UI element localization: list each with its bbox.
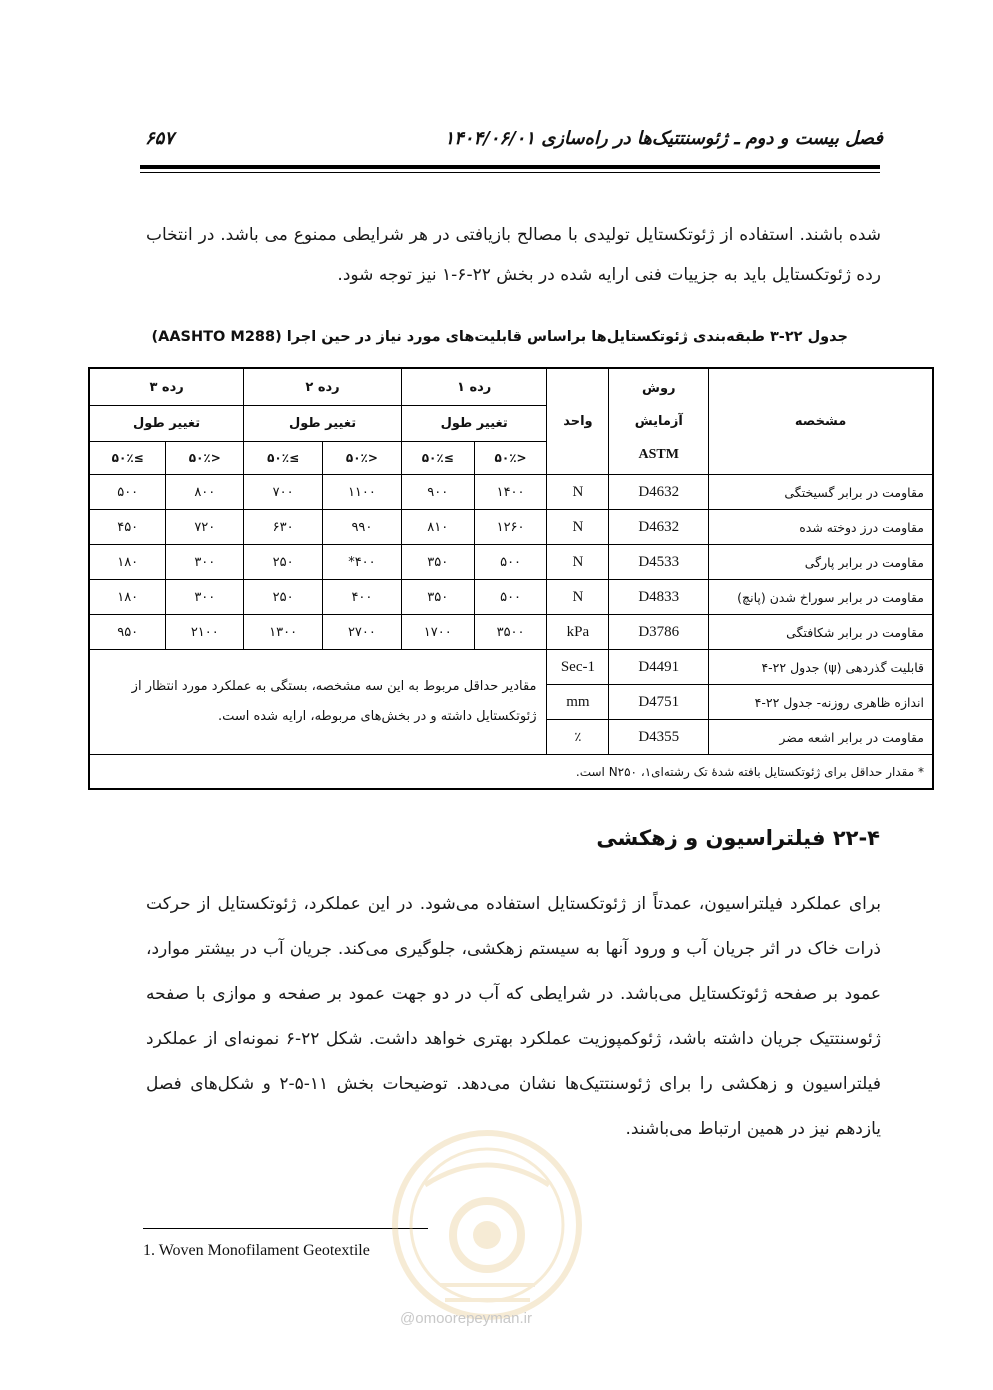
row-c1-ge: ۳۵۰ — [401, 580, 474, 615]
row-property: مقاومت در برابر گسیختگی — [709, 475, 933, 510]
row-method: D4355 — [609, 720, 709, 755]
table-row — [89, 545, 933, 580]
row-unit: N — [547, 580, 609, 615]
row-c2-ge: ۲۵۰ — [244, 545, 323, 580]
row-method: D4632 — [609, 510, 709, 545]
row-c3-ge: ۵۰۰ — [89, 475, 166, 510]
row-property: مقاومت در برابر اشعه مضر — [709, 720, 933, 755]
row-property: مقاومت درز دوخته شده — [709, 510, 933, 545]
footnote-text: 1. Woven Monofilament Geotextile — [143, 1242, 370, 1259]
watermark-text: @omoorepeyman.ir — [400, 1310, 532, 1327]
header-class1: رده ۱ — [401, 368, 547, 406]
header-class3: رده ۳ — [89, 368, 244, 406]
header-lt50: <۵۰٪ — [323, 442, 402, 475]
header-rule-thick — [140, 165, 880, 169]
row-unit: kPa — [547, 615, 609, 650]
row-c2-lt: ۴۰۰* — [323, 545, 402, 580]
row-property: مقاومت در برابر پارگی — [709, 545, 933, 580]
header-method-line3: ASTM — [638, 447, 679, 462]
row-c2-lt: ۴۰۰ — [323, 580, 402, 615]
header-elongation: تغییر طول — [244, 406, 402, 442]
row-method: D4751 — [609, 685, 709, 720]
row-c3-lt: ۲۱۰۰ — [166, 615, 244, 650]
row-c1-lt: ۵۰۰ — [474, 580, 547, 615]
row-c3-lt: ۸۰۰ — [166, 475, 244, 510]
row-c1-lt: ۱۲۶۰ — [474, 510, 547, 545]
table-footnote: * مقدار حداقل برای ژئوتکستایل بافته شدهٔ تک رشته‌ای۱، N۲۵۰ است. — [89, 755, 933, 790]
header-rule-thin — [140, 172, 880, 173]
running-header-title: فصل بیست و دوم ـ ژئوسنتتیک‌ها در راه‌سازی ۱۴۰۴/۰۶/۰۱ — [444, 128, 883, 149]
table-caption: جدول ۲۲-۳ طبقه‌بندی ژئوتکستایل‌ها براساس قابلیت‌های مورد نیاز در حین اجرا (AASHTO M288) — [151, 329, 848, 345]
row-c1-lt: ۱۴۰۰ — [474, 475, 547, 510]
header-method-line2: آزمایش — [634, 414, 683, 429]
row-c1-ge: ۱۷۰۰ — [401, 615, 474, 650]
row-c3-ge: ۱۸۰ — [89, 545, 166, 580]
row-unit: Sec-1 — [547, 650, 609, 685]
row-c1-lt: ۵۰۰ — [474, 545, 547, 580]
row-c1-ge: ۸۱۰ — [401, 510, 474, 545]
section-heading: ۲۲-۴ فیلتراسیون و زهکشی — [596, 826, 880, 850]
row-c3-lt: ۳۰۰ — [166, 545, 244, 580]
geotextile-class-table — [88, 367, 934, 790]
header-class2: رده ۲ — [244, 368, 402, 406]
row-c2-ge: ۷۰۰ — [244, 475, 323, 510]
table-row — [89, 475, 933, 510]
row-method: D4833 — [609, 580, 709, 615]
row-c2-lt: ۲۷۰۰ — [323, 615, 402, 650]
header-elongation: تغییر طول — [401, 406, 547, 442]
table-row — [89, 580, 933, 615]
row-c2-lt: ۱۱۰۰ — [323, 475, 402, 510]
row-c3-ge: ۱۸۰ — [89, 580, 166, 615]
table-row — [89, 510, 933, 545]
header-elongation: تغییر طول — [89, 406, 244, 442]
row-c1-lt: ۳۵۰۰ — [474, 615, 547, 650]
header-ge50: ≥۵۰٪ — [244, 442, 323, 475]
row-property: مقاومت در برابر شکافتگی — [709, 615, 933, 650]
row-unit: N — [547, 475, 609, 510]
row-unit: mm — [547, 685, 609, 720]
header-unit: واحد — [547, 368, 609, 475]
row-property: اندازه ظاهری روزنه- جدول ۲۲-۴ — [709, 685, 933, 720]
row-unit: ٪ — [547, 720, 609, 755]
row-c1-ge: ۹۰۰ — [401, 475, 474, 510]
row-property: مقاومت در برابر سوراخ شدن (پانچ) — [709, 580, 933, 615]
row-method: D4491 — [609, 650, 709, 685]
row-method: D4533 — [609, 545, 709, 580]
row-method: D4632 — [609, 475, 709, 510]
row-c2-lt: ۹۹۰ — [323, 510, 402, 545]
row-c2-ge: ۱۳۰۰ — [244, 615, 323, 650]
header-property: مشخصه — [709, 368, 933, 475]
table-row — [89, 615, 933, 650]
row-c2-ge: ۶۳۰ — [244, 510, 323, 545]
filtration-paragraph: برای عملکرد فیلتراسیون، عمدتاً از ژئوتکستایل استفاده می‌شود. در این عملکرد، ژئوتکستایل از حرکت ذرات خاک در اثر جریان آب و ورود آنها به سیستم زهکشی، جلوگیری می‌کند. جریان آب در بیشتر موارد، عمود بر صفحه ژئوتکستایل می‌باشد. در شرایطی که آب در دو جهت عمود بر صفحه و موازی با صفحه ژئوسنتتیک جریان داشته باشد، ژئوکمپوزیت عملکرد بهتری خواهد داشت. شکل ۲۲-۶ نمونه‌ای از عملکرد فیلتراسیون و زهکشی را برای ژئوسنتتیک‌ها نشان می‌دهد. توضیحات بخش ۱۱-۵-۲ و شکل‌های فصل یازدهم نیز در همین ارتباط می‌باشند. — [146, 894, 882, 1139]
row-c1-ge: ۳۵۰ — [401, 545, 474, 580]
row-c2-ge: ۲۵۰ — [244, 580, 323, 615]
header-test-method — [609, 368, 709, 475]
page-number: ۶۵۷ — [145, 128, 175, 149]
intro-paragraph: شده باشند. استفاده از ژئوتکستایل تولیدی با مصالح بازیافتی در هر شرایطی ممنوع می باشد. در انتخاب رده ژئوتکستایل باید به جزییات فنی ارایه شده در بخش ۲۲-۶-۱ نیز توجه شود. — [146, 225, 881, 285]
row-c3-ge: ۴۵۰ — [89, 510, 166, 545]
row-unit: N — [547, 510, 609, 545]
row-c3-ge: ۹۵۰ — [89, 615, 166, 650]
header-ge50: ≥۵۰٪ — [401, 442, 474, 475]
row-c3-lt: ۷۲۰ — [166, 510, 244, 545]
header-method-line1: روش — [642, 381, 676, 396]
row-c3-lt: ۳۰۰ — [166, 580, 244, 615]
header-ge50: ≥۵۰٪ — [89, 442, 166, 475]
merged-note-cell: مقادیر حداقل مربوط به این سه مشخصه، بستگی به عملکرد مورد انتظار از ژئوتکستایل داشته و در بخش‌های مربوطه، ارایه شده است. — [89, 650, 547, 755]
row-unit: N — [547, 545, 609, 580]
header-lt50: <۵۰٪ — [474, 442, 547, 475]
table-row — [89, 650, 933, 685]
header-lt50: <۵۰٪ — [166, 442, 244, 475]
row-method: D3786 — [609, 615, 709, 650]
watermark-logo — [385, 1125, 590, 1325]
row-property: قابلیت گذردهی (ψ) جدول ۲۲-۴ — [709, 650, 933, 685]
